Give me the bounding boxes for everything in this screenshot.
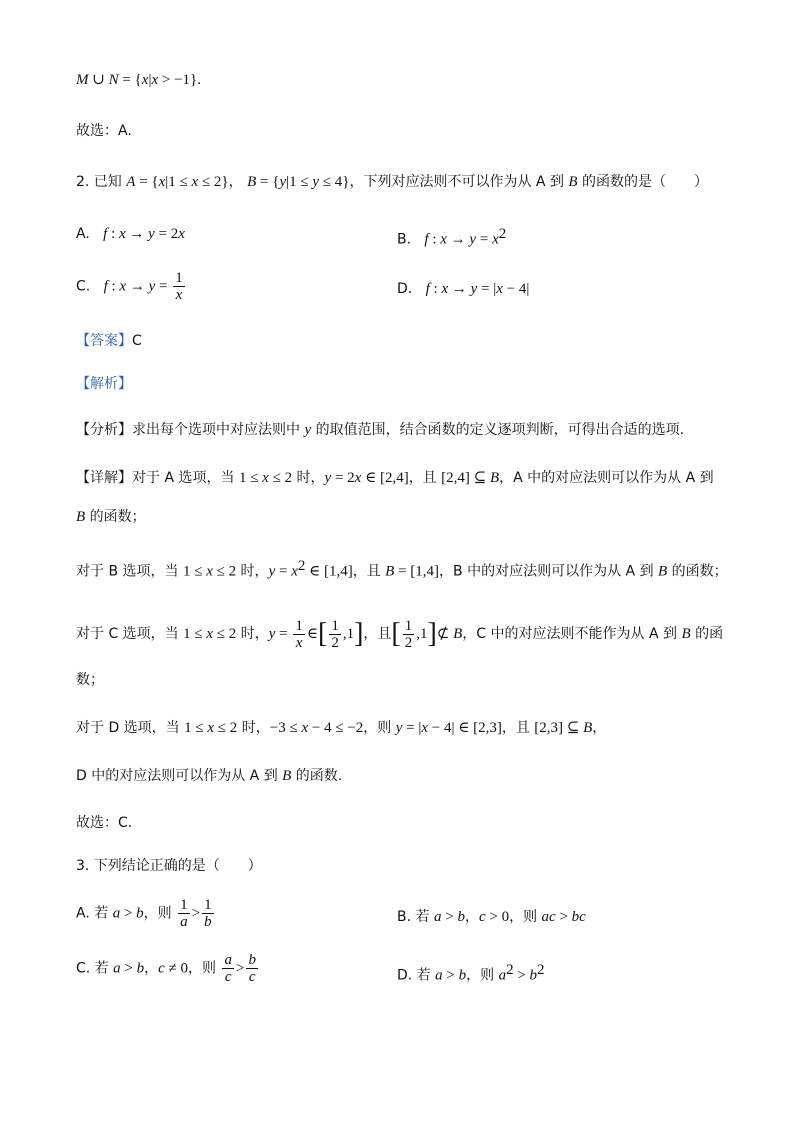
- q2-detail-d: 对于 D 选项，当 1 ≤ x ≤ 2 时，−3 ≤ x − 4 ≤ −2，则 y = |x − 4| ∈ [2,3]，且 [2,3] ⊆ B，: [76, 720, 607, 736]
- q3-option-c: C. 若 a > b，c ≠ 0，则 $\frac{a}{c}$ > $\frac{b}{c}$: [76, 952, 256, 985]
- q2-detail-d2: D 中的对应法则可以作为从 A 到 B 的函数.: [76, 768, 343, 784]
- q3-stem: 3. 下列结论正确的是（ ）: [76, 858, 262, 874]
- q2-option-d: D. f : x → y = |x − 4|: [397, 281, 530, 297]
- q3-option-a: A. 若 a > b，则 $\frac{1}{a}$ > $\frac{1}{b}$: [76, 897, 212, 930]
- q2-choose: 故选：C.: [76, 815, 133, 831]
- q3-option-d: D. 若 a > b，则 $a^2 > b^2$: [397, 962, 545, 984]
- q2-stem: 2. 已知 A = {x|1 ≤ x ≤ 2}， B = {y|1 ≤ y ≤ 4}，下列对应法则不可以作为从 A 到 B 的函数的是（ ）: [76, 174, 709, 190]
- q2-answer: 【答案】C: [76, 333, 142, 349]
- q2-analysis-label: 【解析】: [76, 376, 132, 392]
- q2-fenxi: 【分析】求出每个选项中对应法则中 y 的取值范围，结合函数的定义逐项判断，可得出合适的选项.: [76, 422, 685, 438]
- q2-detail-a: 【详解】对于 A 选项，当 1 ≤ x ≤ 2 时，y = 2x ∈ [2,4]，且 [2,4] ⊆ B，A 中的对应法则可以作为从 A 到: [76, 470, 714, 486]
- q2-option-a: A. f : x → y = 2x: [76, 226, 185, 242]
- q2-detail-a2: B 的函数；: [76, 509, 146, 525]
- q2-option-c: C. f : x → y = $\frac{1}{x}$: [76, 270, 183, 303]
- q2-detail-c2: 数；: [76, 672, 104, 688]
- union-result: M ∪ N = {x|x > −1}.: [76, 72, 201, 88]
- q2-detail-b: 对于 B 选项，当 1 ≤ x ≤ 2 时，$y = x^2$ ∈ [1,4]，且 B = [1,4]，B 中的对应法则可以作为从 A 到 B 的函数；: [76, 558, 728, 580]
- q1-answer: 故选：A.: [76, 123, 132, 139]
- q2-option-b: B. f : $x \to y = x^2$: [397, 226, 507, 248]
- q2-detail-c: 对于 C 选项，当 1 ≤ x ≤ 2 时，y = $\frac{1}{x}$ ∈[ $\frac{1}{2}$ ,1]，且[ $\frac{1}{2}$ ,1]⊄ B，C 中的对应法则不能作为从 A 到 B 的函: [76, 617, 724, 651]
- q3-option-b: B. 若 a > b，c > 0，则 ac > bc: [397, 909, 586, 925]
